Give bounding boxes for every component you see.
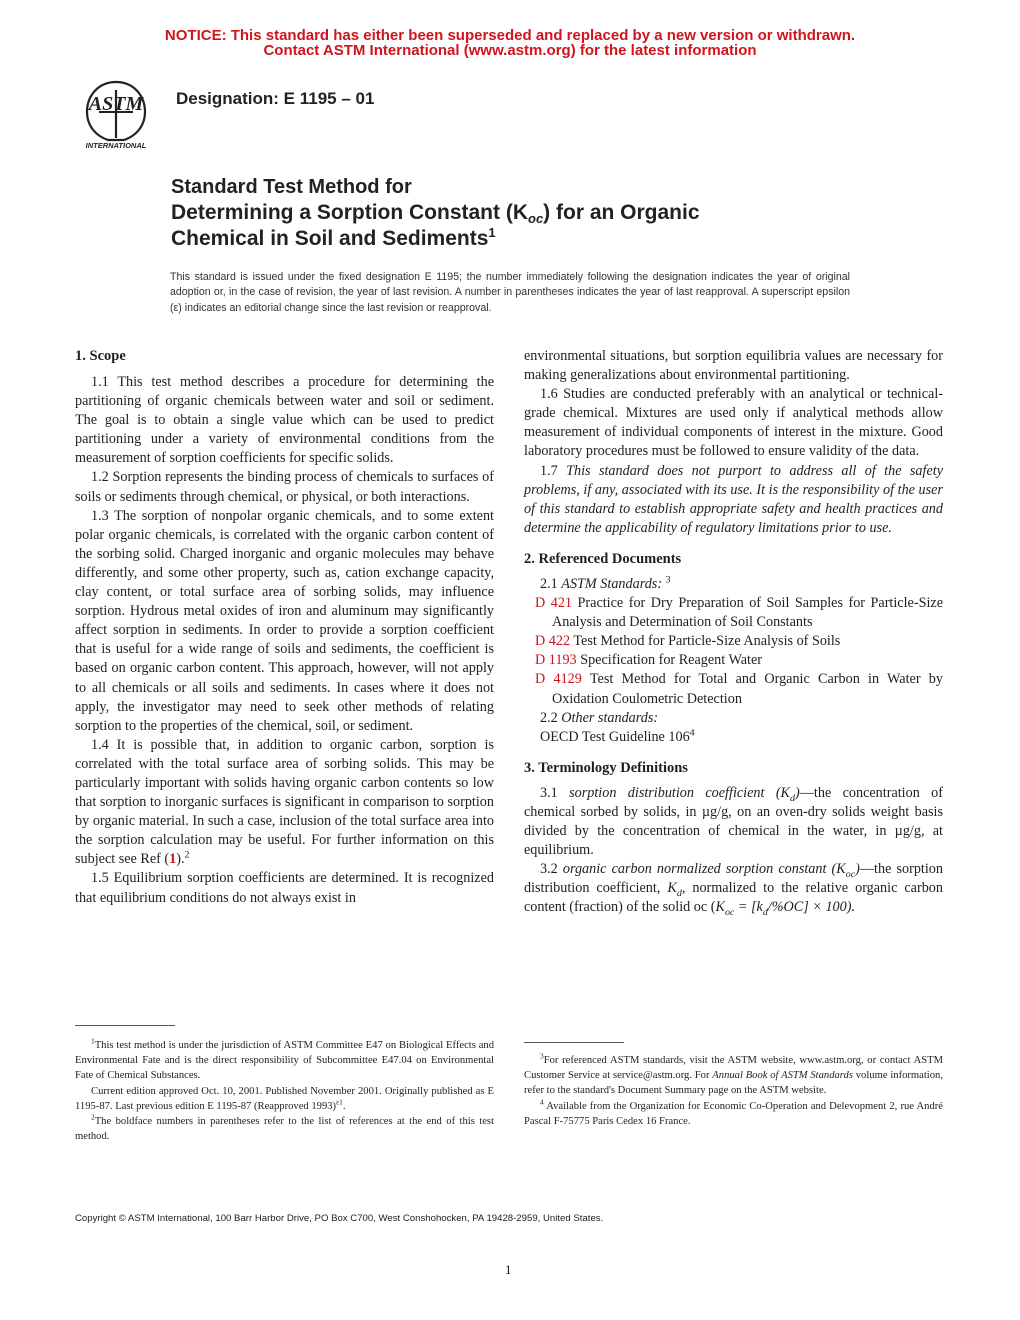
copyright: Copyright © ASTM International, 100 Barr Harbor Drive, PO Box C700, West Conshohocken, PA 19428-2959, United States. (75, 1213, 604, 1224)
footnotes-right (524, 1053, 943, 1129)
title-line-2: Determining a Sorption Constant $(K_{oc})$ for an Organic (171, 201, 700, 226)
ref-link-d1193[interactable]: D 1193 (535, 652, 577, 669)
terminology-heading: 3. Terminology Definitions (524, 759, 688, 776)
footnote-3: $^3$For referenced ASTM standards, visit the ASTM website, www.astm.org, or contact ASTM Customer Service at service@astm.org. For Annual Book of ASTM Standards volume information, refer to the standard's Document Summary page on the ASTM website. (524, 1051, 943, 1097)
logo-subtext: INTERNATIONAL (85, 141, 147, 150)
astm-logo (70, 76, 162, 150)
para-1-5: 1.5 Equilibrium sorption coefficients are determined. It is recognized that equilibrium conditions do not always exist in (75, 870, 494, 906)
scope-heading: 1. Scope (75, 348, 126, 364)
ref-item: D 422 Test Method for Particle-Size Analysis of Soils (535, 633, 841, 650)
ref-item: D 4129 Test Method for Total and Organic Carbon in Water by Oxidation Coulometric Detection (535, 671, 943, 707)
para-2-2: 2.2 Other standards: (540, 709, 659, 726)
notice-line-2: Contact ASTM International (www.astm.org) for the latest information (263, 42, 757, 59)
footnotes-left (75, 1038, 494, 1144)
ref-item: D 421 Practice for Dry Preparation of Soil Samples for Particle-Size Analysis and Determination of Soil Constants (535, 595, 943, 631)
footnote-rule-left (75, 1025, 175, 1026)
ref-link-d421[interactable]: D 421 (535, 595, 573, 612)
oecd-guideline: OECD Test Guideline $106^4$ (540, 726, 695, 745)
para-1-7: 1.7 This standard does not purport to address all of the safety problems, if any, associated with its use. It is the responsibility of the user of this standard to establish appropriate safety and health practices and determine the applicability of regulatory limitations prior to use. (524, 462, 943, 536)
footnote-4: $^4$ Available from the Organization for Economic Co-Operation and Delevopment 2, rue André Pascal F-75775 Paris Cedex 16 France. (524, 1097, 943, 1127)
footnote-2: $^2$The boldface numbers in parentheses refer to the list of references at the end of this test method. (75, 1112, 494, 1143)
designation: Designation: E 1195 – 01 (176, 89, 375, 108)
document-title (171, 174, 851, 252)
right-column (524, 347, 943, 917)
issued-note: This standard is issued under the fixed designation E 1195; the number immediately following the designation indicates the year of original adoption or, in the case of revision, the year of last revision. A number in parentheses indicates the year of last reapproval. A superscript epsilon (ε) indicates an editorial change since the last revision or reapproval. (170, 271, 850, 314)
page-number: 1 (505, 1262, 512, 1277)
ref-item: D 1193 Specification for Reagent Water (535, 652, 762, 669)
footnote-1: $^1$This test method is under the jurisdiction of ASTM Committee E47 on Biological Effects and Environmental Fate and is the direct responsibility of Subcommittee E47.04 on Environmental Fate of Chemical Substances. (75, 1036, 494, 1082)
footnote-1b: Current edition approved Oct. 10, 2001. Published November 2001. Originally published as E 1195-87. Last previous edition E 1195-87 (Reapproved 1993)$^{\varepsilon 1}$. (75, 1085, 494, 1112)
notice-line-1: NOTICE: This standard has either been superseded and replaced by a new version or withdrawn. (164, 27, 856, 44)
reference-link[interactable]: 1 (169, 851, 177, 868)
referenced-documents-heading: 2. Referenced Documents (524, 550, 682, 567)
para-1-1: 1.1 This test method describes a procedure for determining the partitioning of organic chemicals between water and soil or sediment. The goal is to obtain a single value which can be used to predict partitioning under a variety of environmental conditions from the measurement of sorption coefficients for specific solids. (75, 374, 494, 467)
para-3-2: 3.2 organic carbon normalized sorption constant $(K_{oc})—the$ sorption distribution coefficient, $K_d$, normalized to the relative organic carbon content (fraction) of the solid oc $(K_{oc} = [k_d/\%OC] \times 100)$. (524, 861, 943, 919)
para-1-4: 1.4 It is possible that, in addition to organic carbon, sorption is correlated with the total surface area of sorbing solids. This may be particularly important with solids having organic carbon contents so low that sorption to inorganic surfaces is significant in comparison to sorption by organic material. In such a case, inclusion of the total surface area into the sorption calculation may be useful. For further information on this subject see Ref (1).$^2$ (75, 736, 494, 868)
para-3-1: 3.1 sorption distribution coefficient $(K_d)—the$ concentration of chemical sorbed by solids, in µg/g, on an oven-dry solids weight basis divided by the concentration of chemical in the water, in µg/g, at equilibrium. (524, 784, 944, 859)
para-1-2: 1.2 Sorption represents the binding process of chemicals to surfaces of soils or sediments through chemical, or physical, or both interactions. (75, 469, 494, 505)
ref-link-d422[interactable]: D 422 (535, 633, 571, 650)
footnote-rule-right (524, 1042, 624, 1043)
logo-text: ASTM (88, 93, 144, 115)
left-column (75, 347, 494, 908)
para-1-6: 1.6 Studies are conducted preferably with an analytical or technical-grade chemical. Mixtures are used only if analytical methods allow measurement of individual components of interest in the mixture. Good laboratory procedures must be followed to ensure validity of the data. (524, 386, 943, 460)
para-1-5-continued: environmental situations, but sorption equilibria values are necessary for making generalizations about environmental partitioning. (524, 348, 943, 384)
title-line-3: Chemical in Soil and Sediments$^1$ (171, 225, 496, 250)
para-2-1: 2.1 ASTM Standards: $^3$ (540, 574, 671, 592)
referenced-standards-list (524, 594, 943, 709)
para-1-3: 1.3 The sorption of nonpolar organic chemicals, and to some extent polar organic chemicals, is correlated with the organic carbon content of the sorbing solid. Charged inorganic and organic molecules may behave differently, and some other property, such as, cation exchange capacity, clay content, or total surface area of sorbing solids, may influence sorption. Hydrous metal oxides of iron and aluminum may significantly affect sorption in sediments. In order to provide a sorption coefficient that is useful for a wide range of soils and sediments, the coefficient is based on organic carbon content. This approach, however, will not apply to all chemicals or all soils and sediments. In cases where it does not apply, the investigator may need to seek other methods of relating sorption to the properties of the chemical, soil, or sediment. (75, 507, 494, 734)
title-line-1: Standard Test Method for (171, 176, 412, 198)
ref-link-d4129[interactable]: D 4129 (535, 671, 582, 688)
